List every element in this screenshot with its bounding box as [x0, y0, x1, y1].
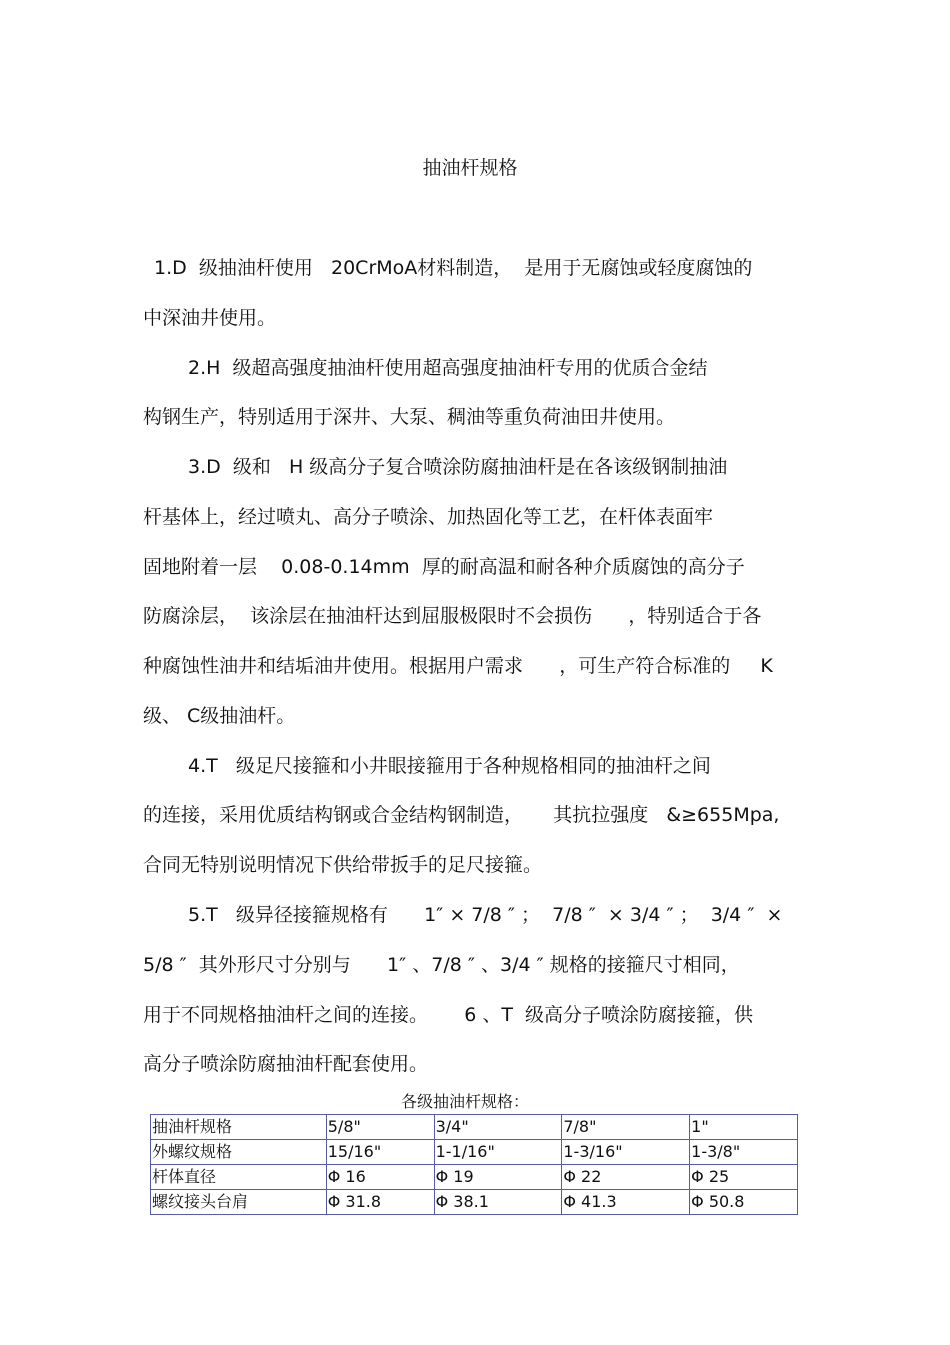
table-cell: 5/8" — [326, 1115, 434, 1140]
paragraph-line: 级、 C级抽油杆。 — [143, 705, 296, 727]
table-row — [151, 1140, 798, 1165]
paragraph-line: 合同无特别说明情况下供给带扳手的足尺接箍。 — [143, 854, 543, 876]
table-cell: Φ 22 — [562, 1165, 690, 1190]
paragraph-line: 构钢生产，特别适用于深井、大泵、稠油等重负荷油田井使用。 — [143, 406, 676, 428]
paragraph-line: 5/8 ″ 其外形尺寸分别与 1″ 、7/8 ″ 、3/4 ″ 规格的接箍尺寸相同， — [143, 954, 740, 976]
paragraph-line: 2.H 级超高强度抽油杆使用超高强度抽油杆专用的优质合金结 — [188, 357, 708, 379]
table-cell: Φ 41.3 — [562, 1190, 690, 1215]
table-cell: 1" — [690, 1115, 798, 1140]
table-cell: 3/4" — [434, 1115, 562, 1140]
table-cell: Φ 38.1 — [434, 1190, 562, 1215]
table-cell: Φ 16 — [326, 1165, 434, 1190]
table-cell: 外螺纹规格 — [151, 1140, 327, 1165]
paragraph-line: 的连接，采用优质结构钢或合金结构钢制造， 其抗拉强度 &≥655Mpa, — [143, 804, 780, 826]
paragraph-line: 种腐蚀性油井和结垢油井使用。根据用户需求 ，可生产符合标准的 K — [143, 655, 773, 677]
page-title: 抽油杆规格 — [422, 157, 518, 179]
paragraph-line: 5.T 级异径接箍规格有 1″ × 7/8 ″ ； 7/8 ″ × 3/4 ″ ； 3/4 ″ × — [188, 904, 783, 926]
spec-table — [150, 1114, 798, 1215]
paragraph-line: 中深油井使用。 — [143, 307, 277, 329]
table-row — [151, 1165, 798, 1190]
table-cell: Φ 31.8 — [326, 1190, 434, 1215]
table-row — [151, 1190, 798, 1215]
paragraph-line: 4.T 级足尺接箍和小井眼接箍用于各种规格相同的抽油杆之间 — [188, 755, 711, 777]
table-cell: Φ 19 — [434, 1165, 562, 1190]
table-cell: 1-3/8" — [690, 1140, 798, 1165]
table-cell: 抽油杆规格 — [151, 1115, 327, 1140]
table-cell: 7/8" — [562, 1115, 690, 1140]
table-cell: Φ 50.8 — [690, 1190, 798, 1215]
paragraph-line: 用于不同规格抽油杆之间的连接。 6 、T 级高分子喷涂防腐接箍，供 — [143, 1004, 754, 1026]
table-row — [151, 1115, 798, 1140]
table-cell: 螺纹接头台肩 — [151, 1190, 327, 1215]
table-caption: 各级抽油杆规格： — [400, 1092, 529, 1111]
table-cell: 1-1/16" — [434, 1140, 562, 1165]
paragraph-line: 3.D 级和 H 级高分子复合喷涂防腐抽油杆是在各该级钢制抽油 — [188, 456, 728, 478]
table-cell: 15/16" — [326, 1140, 434, 1165]
paragraph-line: 1.D 级抽油杆使用 20CrMoA材料制造， 是用于无腐蚀或轻度腐蚀的 — [148, 257, 753, 279]
paragraph-line: 杆基体上，经过喷丸、高分子喷涂、加热固化等工艺，在杆体表面牢 — [143, 506, 714, 528]
table-cell: Φ 25 — [690, 1165, 798, 1190]
table-cell: 杆体直径 — [151, 1165, 327, 1190]
paragraph-line: 高分子喷涂防腐抽油杆配套使用。 — [143, 1053, 429, 1075]
paragraph-line: 防腐涂层， 该涂层在抽油杆达到屈服极限时不会损伤 ，特别适合于各 — [143, 605, 762, 627]
table-cell: 1-3/16" — [562, 1140, 690, 1165]
paragraph-line: 固地附着一层 0.08-0.14mm 厚的耐高温和耐各种介质腐蚀的高分子 — [143, 556, 745, 578]
